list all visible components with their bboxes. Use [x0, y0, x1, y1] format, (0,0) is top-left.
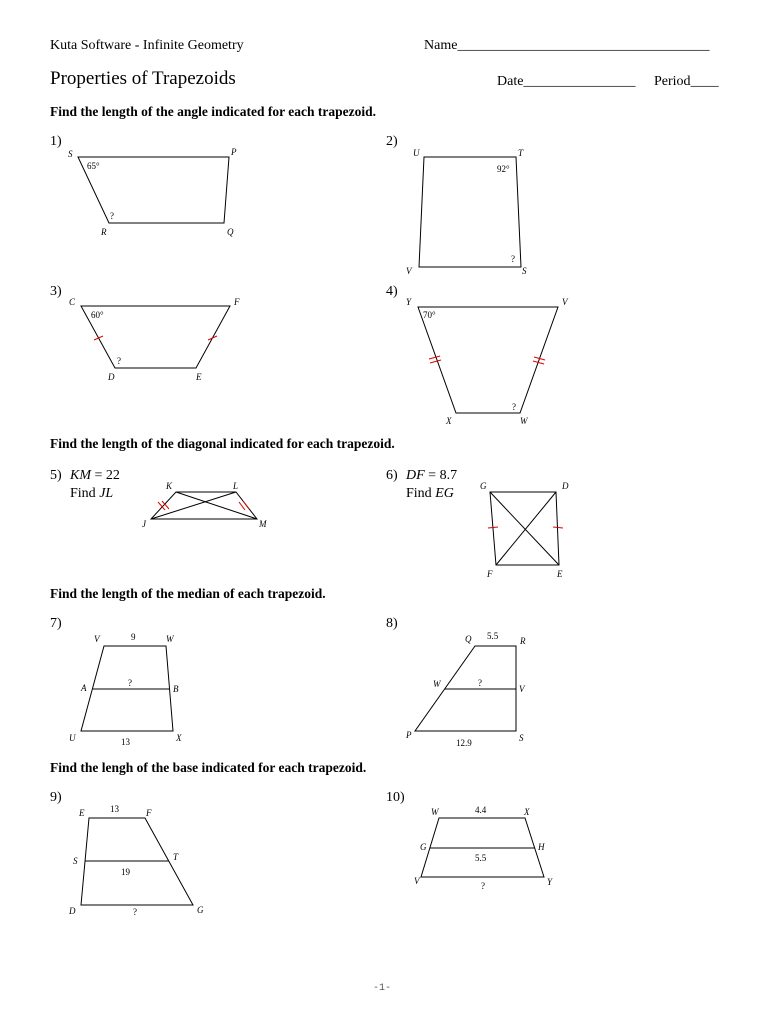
vertex-label: G — [420, 842, 427, 852]
tick-mark — [430, 360, 441, 363]
unknown-angle-label: ? — [117, 356, 121, 366]
vertex-label: E — [196, 372, 202, 382]
vertex-label: R — [101, 227, 107, 237]
angle-label: 70° — [423, 310, 436, 320]
find-var: EG — [435, 486, 454, 501]
vertex-label: W — [166, 634, 174, 644]
top-base-length: 5.5 — [487, 631, 499, 641]
vertex-label: Y — [406, 297, 412, 307]
date-label: Date — [497, 74, 524, 89]
angle-label: 65° — [87, 161, 100, 171]
vertex-label: F — [146, 808, 152, 818]
base-unknown: ? — [133, 907, 137, 917]
page-number: -1- — [373, 983, 392, 994]
find-var: JL — [99, 486, 114, 501]
given-eq: = 8.7 — [424, 468, 458, 483]
vertex-label: M — [259, 519, 267, 529]
vertex-label: Q — [465, 634, 472, 644]
vertex-label: S — [73, 856, 78, 866]
vertex-label: T — [518, 148, 524, 158]
vertex-label: G — [480, 481, 487, 491]
trapezoid-1 — [78, 157, 229, 223]
tick-mark — [208, 336, 217, 340]
top-base-length: 9 — [131, 632, 136, 642]
section-heading-bases: Find the lengh of the base indicated for each trapezoid. — [50, 760, 367, 775]
vertex-label: X — [176, 733, 182, 743]
vertex-label: P — [231, 147, 237, 157]
worksheet-title: Properties of Trapezoids — [50, 68, 236, 89]
vertex-label: V — [406, 266, 412, 276]
problem-number-6: 6) — [386, 468, 398, 483]
vertex-label: K — [166, 481, 173, 491]
top-base-length: 13 — [110, 804, 119, 814]
given-eq: = 22 — [91, 468, 120, 483]
top-base-length: 4.4 — [475, 805, 487, 815]
vertex-label: X — [446, 416, 452, 426]
vertex-label: E — [557, 569, 563, 579]
median-length: 19 — [121, 867, 130, 877]
vertex-label: U — [69, 733, 76, 743]
problem-number-3: 3) — [50, 284, 62, 299]
vertex-label: W — [520, 416, 528, 426]
tick-mark — [553, 527, 563, 528]
problem-number-5: 5) — [50, 468, 62, 483]
date-line: ________________ — [523, 74, 636, 89]
name-line: ____________________________________ — [457, 38, 710, 53]
problem-number-1: 1) — [50, 134, 62, 149]
vertex-label: S — [68, 149, 73, 159]
vertex-label: F — [234, 297, 240, 307]
vertex-label: G — [197, 905, 204, 915]
vertex-label: B — [173, 684, 179, 694]
unknown-angle-label: ? — [110, 211, 114, 221]
vertex-label: T — [173, 852, 179, 862]
section-heading-diagonals: Find the length of the diagonal indicated for each trapezoid. — [50, 436, 395, 451]
section-heading-medians: Find the length of the median of each trapezoid. — [50, 586, 326, 601]
tick-mark — [94, 336, 103, 340]
vertex-label: E — [79, 808, 85, 818]
vertex-label: Y — [547, 877, 553, 887]
vertex-label: C — [69, 297, 76, 307]
problem-number-9: 9) — [50, 790, 62, 805]
angle-label: 60° — [91, 310, 104, 320]
find-label: Find — [70, 486, 100, 501]
diagonal — [496, 492, 556, 565]
problem-number-2: 2) — [386, 134, 398, 149]
vertex-label: J — [142, 519, 146, 529]
vertex-label: R — [520, 636, 526, 646]
median-length: 5.5 — [475, 853, 487, 863]
tick-mark — [429, 356, 440, 359]
problem-number-8: 8) — [386, 616, 398, 631]
bottom-base-length: 12.9 — [456, 738, 472, 748]
vertex-label: F — [487, 569, 493, 579]
vertex-label: V — [562, 297, 568, 307]
publisher-label: Kuta Software - Infinite Geometry — [50, 38, 244, 53]
period-line: ____ — [690, 74, 719, 89]
median-unknown: ? — [478, 678, 482, 688]
vertex-label: D — [69, 906, 76, 916]
vertex-label: V — [414, 876, 420, 886]
section-heading-angles: Find the length of the angle indicated for each trapezoid. — [50, 104, 376, 119]
unknown-angle-label: ? — [512, 402, 516, 412]
unknown-angle-label: ? — [511, 254, 515, 264]
median-unknown: ? — [128, 678, 132, 688]
vertex-label: V — [94, 634, 100, 644]
vertex-label: P — [406, 730, 412, 740]
vertex-label: Q — [227, 227, 234, 237]
bottom-base-length: 13 — [121, 737, 130, 747]
vertex-label: U — [413, 148, 420, 158]
vertex-label: W — [431, 807, 439, 817]
vertex-label: L — [233, 481, 239, 491]
given-var: DF — [406, 468, 425, 483]
trapezoid-4 — [418, 307, 558, 413]
vertex-label: S — [522, 266, 527, 276]
base-unknown: ? — [481, 881, 485, 891]
problem-number-10: 10) — [386, 790, 405, 805]
vertex-label: X — [524, 807, 530, 817]
tick-mark — [488, 527, 498, 528]
diagonal — [176, 492, 257, 519]
vertex-label: W — [433, 679, 441, 689]
diagonal — [490, 492, 559, 565]
vertex-label: D — [108, 372, 115, 382]
period-label: Period — [654, 74, 691, 89]
problem-number-7: 7) — [50, 616, 62, 631]
vertex-label: D — [562, 481, 569, 491]
vertex-label: S — [519, 733, 524, 743]
vertex-label: H — [538, 842, 545, 852]
vertex-label: V — [519, 684, 525, 694]
find-label: Find — [406, 486, 436, 501]
name-label: Name — [424, 38, 458, 53]
problem-number-4: 4) — [386, 284, 398, 299]
angle-label: 92° — [497, 164, 510, 174]
vertex-label: A — [81, 683, 87, 693]
given-var: KM — [70, 468, 91, 483]
